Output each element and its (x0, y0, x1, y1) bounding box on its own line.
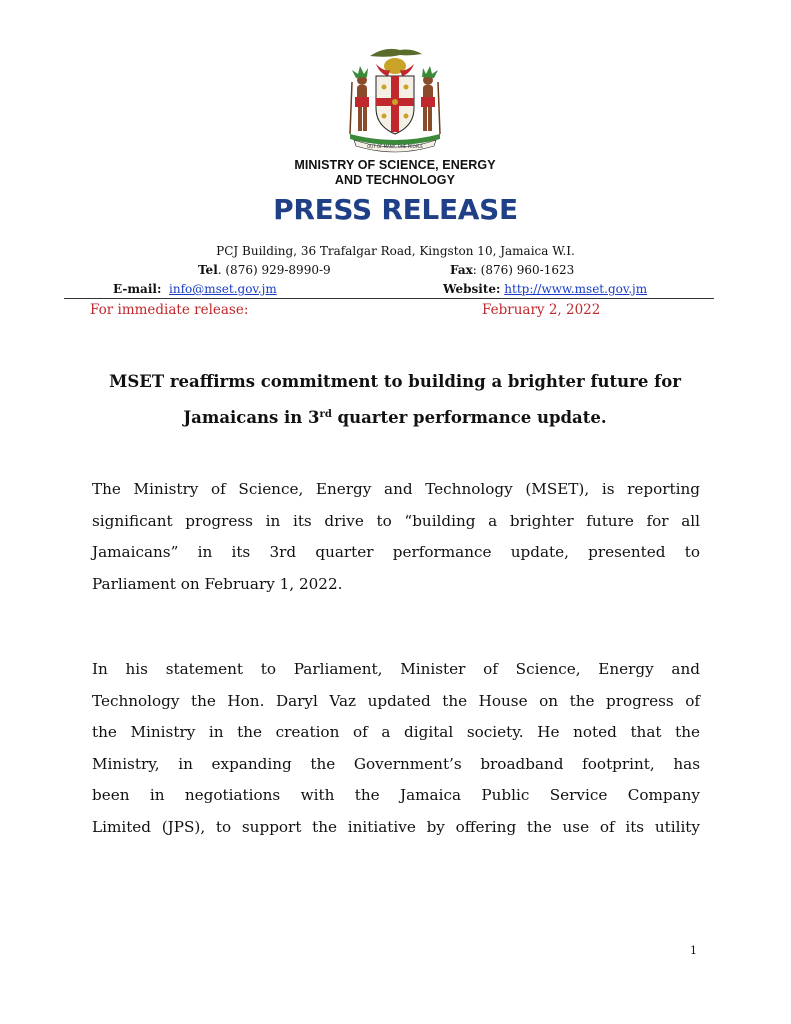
website-label: Website: (443, 282, 501, 296)
headline (70, 364, 720, 436)
headline-superscript: rd (319, 409, 332, 420)
ministry-name (200, 158, 590, 188)
tel-value: . (876) 929-8990-9 (217, 263, 331, 277)
paragraph-line: Jamaicans” in its 3rd quarter performance update, presented to (92, 543, 700, 561)
paragraph-line: Ministry, in expanding the Government’s broadband footprint, has (92, 754, 700, 773)
website-link[interactable]: http://www.mset.gov.jm (504, 282, 648, 296)
paragraph-line: The Ministry of Science, Energy and Technology (MSET), is reporting (92, 480, 700, 498)
paragraph-line: the Ministry in the creation of a digital society. He noted that the (92, 723, 700, 741)
website (443, 282, 647, 296)
address: PCJ Building, 36 Trafalgar Road, Kingston 10, Jamaica W.I. (216, 244, 575, 258)
fax-value: : (876) 960-1623 (472, 263, 575, 277)
fax (450, 263, 574, 277)
email-label: E-mail: (113, 282, 162, 296)
headline-line-2 (70, 400, 720, 436)
release-label: For immediate release: (90, 302, 249, 318)
page-number: 1 (690, 944, 697, 957)
telephone (198, 263, 331, 277)
press-release-title: PRESS RELEASE (273, 193, 518, 226)
header-divider (64, 298, 714, 299)
paragraph-line: Technology the Hon. Daryl Vaz updated the House on the progress of (92, 691, 700, 710)
paragraph-line: been in negotiations with the Jamaica Public Service Company (92, 786, 700, 804)
paragraph-line: Limited (JPS), to support the initiative by offering the use of its utility (92, 817, 700, 836)
release-date: February 2, 2022 (482, 302, 601, 318)
headline-line-1: MSET reaffirms commitment to building a brighter future for (109, 372, 681, 391)
tel-label: Tel (198, 263, 218, 277)
email-link[interactable]: info@mset.gov.jm (169, 282, 277, 296)
paragraph-2 (92, 654, 700, 843)
email (113, 282, 277, 296)
paragraph-1 (92, 474, 700, 600)
paragraph-line: In his statement to Parliament, Minister of Science, Energy and (92, 660, 700, 678)
fax-label: Fax (450, 263, 473, 277)
headline-line-2-end: quarter performance update. (331, 408, 607, 427)
paragraph-line: significant progress in its drive to “building a brighter future for all (92, 511, 700, 530)
coat-of-arms-icon (340, 42, 450, 154)
svg-text:OUT OF MANY, ONE PEOPLE: OUT OF MANY, ONE PEOPLE (367, 144, 423, 149)
ministry-line-1: MINISTRY OF SCIENCE, ENERGY (294, 158, 496, 172)
ministry-line-2: AND TECHNOLOGY (334, 173, 456, 187)
paragraph-line: Parliament on February 1, 2022. (92, 574, 343, 593)
headline-line-2-start: Jamaicans in 3 (183, 408, 320, 427)
